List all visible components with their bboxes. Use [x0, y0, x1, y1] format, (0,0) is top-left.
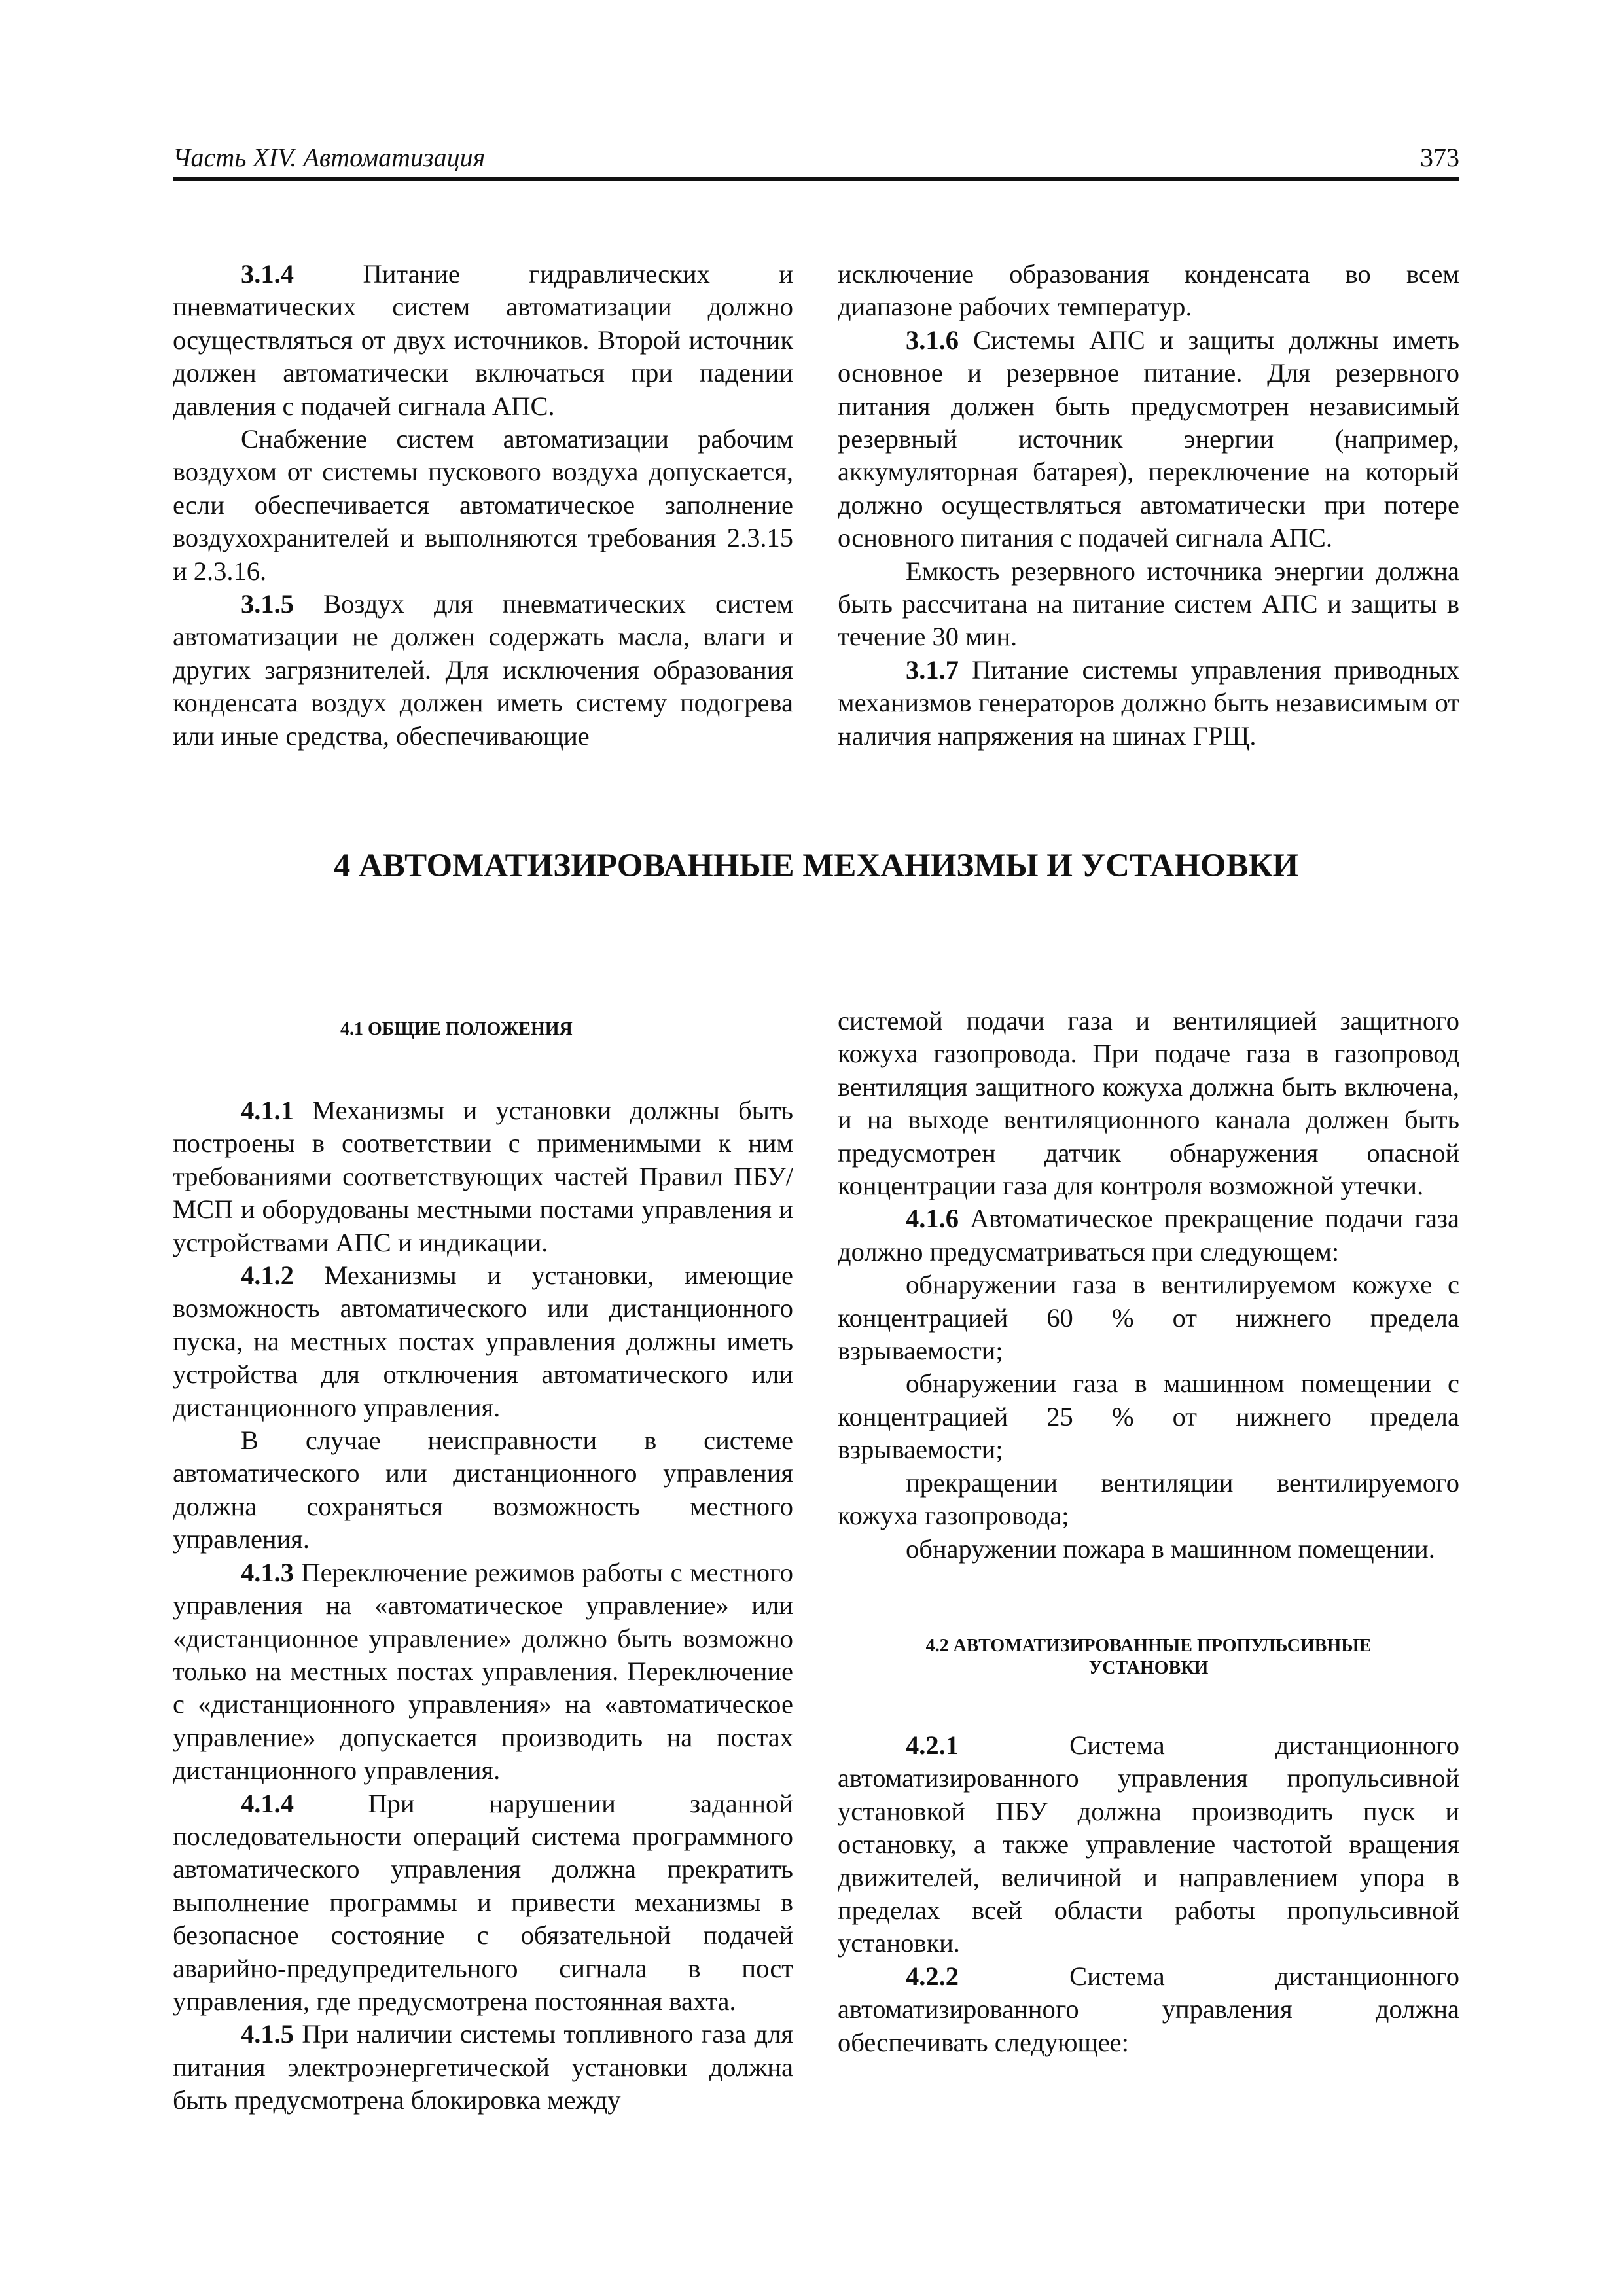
clause-number: 4.2.2	[906, 1961, 959, 1991]
section-title-line: 4.2 АВТОМАТИЗИРОВАННЫЕ ПРОПУЛЬСИВНЫЕ	[925, 1635, 1372, 1656]
bottom-left-column	[173, 1005, 793, 2117]
paragraph-4-1-5: 4.1.5 При наличии системы топливного газа для питания электроэнергетической установки должна быть предусмотрена блокировка между	[173, 2019, 793, 2115]
clause-number: 3.1.5	[241, 589, 294, 619]
section-title-line: УСТАНОВКИ	[1088, 1657, 1209, 1678]
clause-number: 4.1.6	[906, 1204, 959, 1234]
chapter-title: 4 АВТОМАТИЗИРОВАННЫЕ МЕХАНИЗМЫ И УСТАНОВКИ	[333, 848, 1299, 884]
paragraph-continuation: системой подачи газа и вентиляцией защитного кожуха газопровода. При подаче газа в газопровод вентиляция защитного кожуха должна быть включена, и на выходе вентиляционного канала должен быть предусмотрен датчик обнаружения опасной концентрации газа для контроля возможной утечки.	[838, 1006, 1459, 1201]
clause-number: 4.1.2	[241, 1261, 294, 1291]
section-title-4-1: 4.1 ОБЩИЕ ПОЛОЖЕНИЯ	[340, 1019, 573, 1039]
paragraph-3-1-7: 3.1.7 Питание системы управления приводных механизмов генераторов должно быть независимым от наличия напряжения на шинах ГРЩ.	[838, 655, 1459, 751]
running-header	[173, 143, 1459, 177]
list-item: обнаружении пожара в машинном помещении.	[906, 1534, 1435, 1564]
paragraph-4-1-3: 4.1.3 Переключение режимов работы с местного управления на «автоматическое управление» или «дистанционное управление» должно быть возможно только на местных постах управления. Переключение с «дистанционного управления» на «автоматическое управление» допускается производить на постах дистанционного управления.	[173, 1557, 793, 1785]
paragraph-3-1-6: 3.1.6 Системы АПС и защиты должны иметь основное и резервное питание. Для резервного питания должен быть предусмотрен независимый резервный источник энергии (например, аккумуляторная батарея), переключение на который должно осуществляться автоматически при потере основного питания с подачей сигнала АПС.	[838, 325, 1459, 553]
paragraph-3-1-5: 3.1.5 Воздух для пневматических систем автоматизации не должен содержать масла, влаги и других загрязнителей. Для исключения образования конденсата воздух должен иметь систему подогрева или иные средства, обеспечивающие	[173, 589, 793, 751]
bottom-right-column	[838, 1005, 1459, 2059]
page-number: 373	[1420, 143, 1459, 172]
top-left-column	[173, 258, 793, 753]
clause-number: 4.1.1	[241, 1096, 294, 1125]
section-title-4-2	[838, 1635, 1459, 1679]
paragraph-4-2-1: 4.2.1 Система дистанционного автоматизированного управления пропульсивной установкой ПБУ должна производить пуск и остановку, а также управление частотой вращения движителей, величиной и направлением упора в пределах всей области работы пропульсивной установки.	[838, 1730, 1459, 1958]
clause-number: 3.1.6	[906, 325, 959, 355]
paragraph-continuation: исключение образования конденсата во всем диапазоне рабочих температур.	[838, 259, 1459, 322]
clause-number: 3.1.7	[906, 655, 959, 685]
list-item: прекращении вентиляции вентилируемого кожуха газопровода;	[838, 1467, 1459, 1531]
paragraph-4-1-6: 4.1.6 Автоматическое прекращение подачи газа должно предусматриваться при следующем:	[838, 1204, 1459, 1266]
paragraph-4-1-1: 4.1.1 Механизмы и установки должны быть построены в соответствии с применимыми к ним требованиями соответствующих частей Правил ПБУ/МСП и оборудованы местными постами управления и устройствами АПС и индикации.	[173, 1096, 793, 1257]
paragraph-3-1-4: 3.1.4 Питание гидравлических и пневматических систем автоматизации должно осуществляться от двух источников. Второй источник должен автоматически включаться при падении давления с подачей сигнала АПС.	[173, 259, 793, 421]
paragraph-4-1-2: 4.1.2 Механизмы и установки, имеющие возможность автоматического или дистанционного пуска, на местных постах управления должны иметь устройства для отключения автоматического или дистанционного управления.	[173, 1261, 793, 1422]
paragraph: В случае неисправности в системе автоматического или дистанционного управления должна сохраняться возможность местного управления.	[173, 1426, 793, 1554]
paragraph: Емкость резервного источника энергии должна быть рассчитана на питание систем АПС и защиты в течение 30 мин.	[838, 556, 1459, 652]
header-rule	[173, 177, 1459, 181]
clause-number: 4.1.4	[241, 1788, 294, 1818]
clause-number: 3.1.4	[241, 259, 294, 289]
running-header-title: Часть XIV. Автоматизация	[173, 143, 486, 172]
top-right-column	[838, 258, 1459, 753]
clause-number: 4.2.1	[906, 1730, 959, 1760]
clause-number: 4.1.5	[241, 2019, 294, 2049]
paragraph: Снабжение систем автоматизации рабочим воздухом от системы пускового воздуха допускается, если обеспечивается автоматическое заполнение воздухохранителей и выполняются требования 2.3.15 и 2.3.16.	[173, 424, 793, 586]
paragraph-4-1-4: 4.1.4 При нарушении заданной последовательности операций система программного автоматического управления должна прекратить выполнение программы и привести механизмы в безопасное состояние с обязательной подачей аварийно-предупредительного сигнала в пост управления, где предусмотрена постоянная вахта.	[173, 1788, 793, 2016]
list-item: обнаружении газа в машинном помещении с концентрацией 25 % от нижнего предела взрываемости;	[838, 1369, 1459, 1465]
paragraph-4-2-2: 4.2.2 Система дистанционного автоматизированного управления должна обеспечивать следующее:	[838, 1961, 1459, 2057]
list-item: обнаружении газа в вентилируемом кожухе с концентрацией 60 % от нижнего предела взрываемости;	[838, 1270, 1459, 1366]
clause-number: 4.1.3	[241, 1557, 294, 1587]
